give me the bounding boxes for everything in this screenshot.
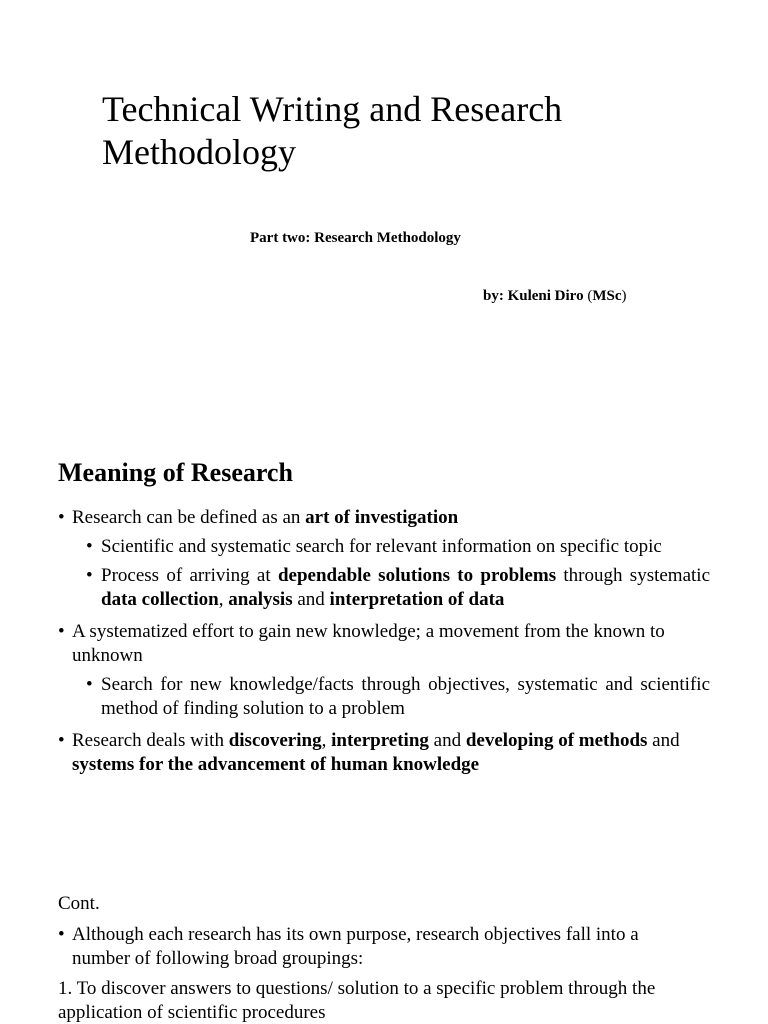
title-slide [0,0,768,420]
bullet-emphasis: interpreting [331,730,429,751]
cont-title: Cont. [58,893,100,914]
bullet-text: and [428,730,466,751]
bullet-icon: • [86,536,93,557]
byline-degree: MSc [592,288,622,304]
section-heading: Meaning of Research [58,458,293,487]
author-byline [483,288,627,305]
meaning-slide [0,440,768,870]
sub-bullet-text: Search for new knowledge/facts through objectives, systematic and scientific method of finding solution to a problem [101,674,710,719]
bullet-item [58,620,710,668]
sub-bullet-text: through systematic [556,565,711,586]
byline-name: by: Kuleni Diro [483,288,588,304]
bullet-item [58,729,710,777]
bullet-list [58,506,710,782]
bullet-item [58,506,710,530]
bullet-text: Although each research has its own purpose, research objectives fall into a number of following broad groupings: [72,924,639,969]
byline-paren-close: ) [621,288,627,304]
sub-bullet-emphasis: data collection [101,589,219,610]
byline-paren-open: ( [587,288,593,304]
sub-bullet-text: Scientific and systematic search for relevant information on specific topic [101,536,662,557]
bullet-emphasis: developing of methods [465,730,648,751]
bullet-text: Research deals with [72,730,229,751]
cont-body [58,923,698,1024]
document-title: Technical Writing and Research Methodology [102,89,563,172]
sub-bullet-text: Process of arriving at [101,565,278,586]
sub-bullet-emphasis: interpretation of data [329,589,505,610]
sub-bullet-item [58,673,710,721]
bullet-icon: • [58,621,65,642]
bullet-icon: • [86,674,93,695]
cont-slide [0,880,768,1024]
bullet-text: A systematized effort to gain new knowledge; a movement from the known to unknown [72,621,665,666]
bullet-item [58,923,698,971]
sub-bullet-emphasis: dependable solutions to problems [277,565,557,586]
sub-bullet-text: , [218,589,229,610]
numbered-item: 1. To discover answers to questions/ solution to a specific problem through the application of scientific procedures [58,978,656,1023]
bullet-emphasis: art of investigation [305,507,459,528]
bullet-text: and [647,730,680,751]
bullet-icon: • [58,507,65,528]
sub-bullet-item [58,535,710,559]
bullet-emphasis: discovering [228,730,322,751]
bullet-emphasis: systems for the advancement of human knowledge [72,754,480,775]
sub-bullet-text: and [292,589,330,610]
bullet-text: Research can be defined as an [72,507,306,528]
bullet-text: , [321,730,332,751]
bullet-icon: • [86,565,93,586]
bullet-icon: • [58,730,65,751]
document-subtitle: Part two: Research Methodology [250,230,461,246]
sub-bullet-emphasis: analysis [228,589,293,610]
bullet-icon: • [58,924,65,945]
sub-bullet-item [58,564,710,612]
